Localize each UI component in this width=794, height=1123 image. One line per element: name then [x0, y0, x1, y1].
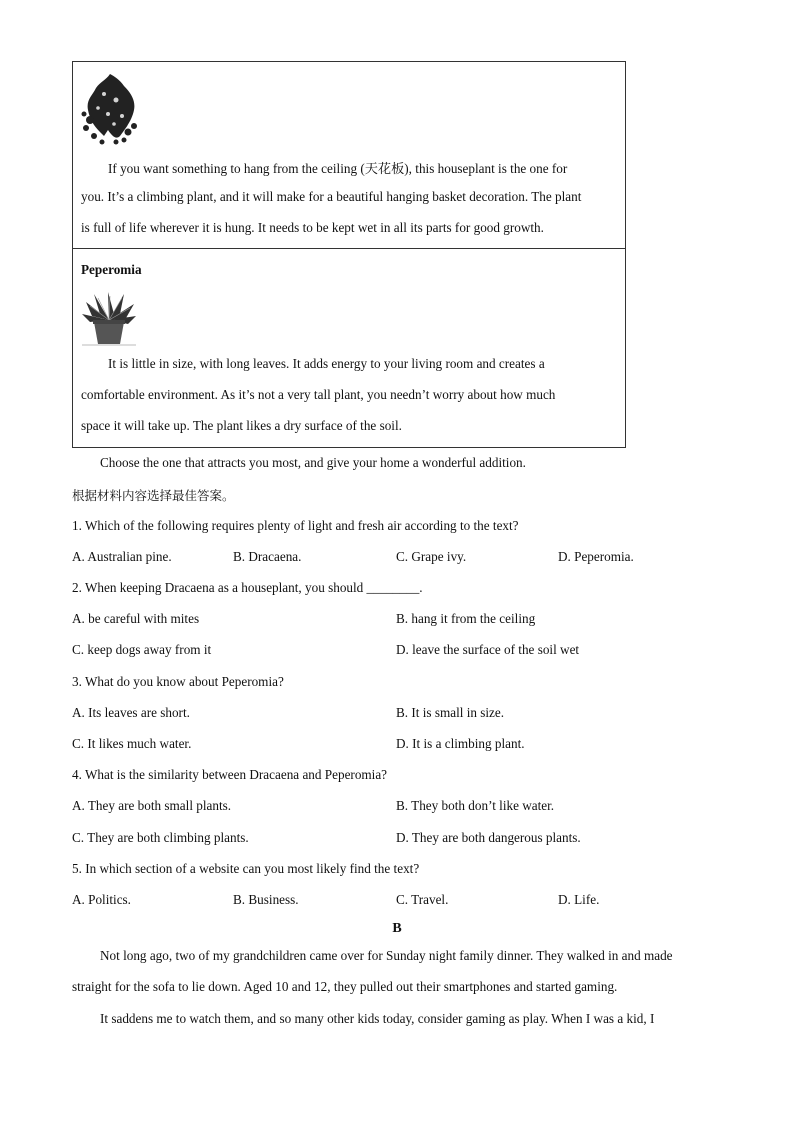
q4-option-d: D. They are both dangerous plants.: [396, 830, 581, 845]
grape-ivy-image: [80, 70, 140, 146]
q4-option-a: A. They are both small plants.: [72, 798, 232, 813]
peperomia-desc-line-2: comfortable environment. As it’s not a very tall plant, you needn’t worry about how much: [81, 387, 556, 402]
question-1: 1. Which of the following requires plenty of light and fresh air according to the text?: [72, 518, 519, 533]
q5-option-a: A. Politics.: [72, 892, 131, 907]
instruction: 根据材料内容选择最佳答案。: [72, 488, 235, 503]
question-5: 5. In which section of a website can you most likely find the text?: [72, 861, 420, 876]
q1-option-c: C. Grape ivy.: [396, 549, 467, 564]
section-b-line-2: straight for the sofa to lie down. Aged 10 and 12, they pulled out their smartphones and started gaming.: [72, 979, 618, 994]
q2-option-d: D. leave the surface of the soil wet: [396, 642, 580, 657]
q3-option-d: D. It is a climbing plant.: [396, 736, 525, 751]
section-b-line-1: Not long ago, two of my grandchildren came over for Sunday night family dinner. They walked in and made: [100, 948, 673, 963]
section-b-heading: B: [392, 921, 402, 936]
q5-option-c: C. Travel.: [396, 892, 449, 907]
q1-option-a: A. Australian pine.: [72, 549, 172, 564]
grape-ivy-desc-line-3: is full of life wherever it is hung. It needs to be kept wet in all its parts for good growth.: [81, 220, 544, 235]
peperomia-desc-line-3: space it will take up. The plant likes a dry surface of the soil.: [81, 418, 402, 433]
grape-ivy-desc-line-2: you. It’s a climbing plant, and it will make for a beautiful hanging basket decoration. The plant: [81, 189, 582, 204]
q1-option-d: D. Peperomia.: [558, 549, 634, 564]
peperomia-image: [80, 290, 138, 346]
q3-option-b: B. It is small in size.: [396, 705, 505, 720]
q3-option-c: C. It likes much water.: [72, 736, 192, 751]
q4-option-b: B. They both don’t like water.: [396, 798, 555, 813]
section-b-line-3: It saddens me to watch them, and so many other kids today, consider gaming as play. When I was a kid, I: [100, 1011, 655, 1026]
q5-option-b: B. Business.: [233, 892, 299, 907]
closing-sentence: Choose the one that attracts you most, and give your home a wonderful addition.: [100, 455, 526, 470]
q4-option-c: C. They are both climbing plants.: [72, 830, 249, 845]
q2-option-b: B. hang it from the ceiling: [396, 611, 536, 626]
q1-option-b: B. Dracaena.: [233, 549, 302, 564]
q3-option-a: A. Its leaves are short.: [72, 705, 190, 720]
question-2: 2. When keeping Dracaena as a houseplant, you should ________.: [72, 580, 423, 595]
question-3: 3. What do you know about Peperomia?: [72, 674, 284, 689]
q2-option-a: A. be careful with mites: [72, 611, 200, 626]
q2-option-c: C. keep dogs away from it: [72, 642, 212, 657]
grape-ivy-desc-line-1: If you want something to hang from the ceiling (天花板), this houseplant is the one for: [108, 161, 568, 176]
peperomia-desc-line-1: It is little in size, with long leaves. It adds energy to your living room and creates a: [108, 356, 545, 371]
q5-option-d: D. Life.: [558, 892, 600, 907]
question-4: 4. What is the similarity between Dracaena and Peperomia?: [72, 767, 388, 782]
peperomia-title: Peperomia: [81, 262, 142, 277]
